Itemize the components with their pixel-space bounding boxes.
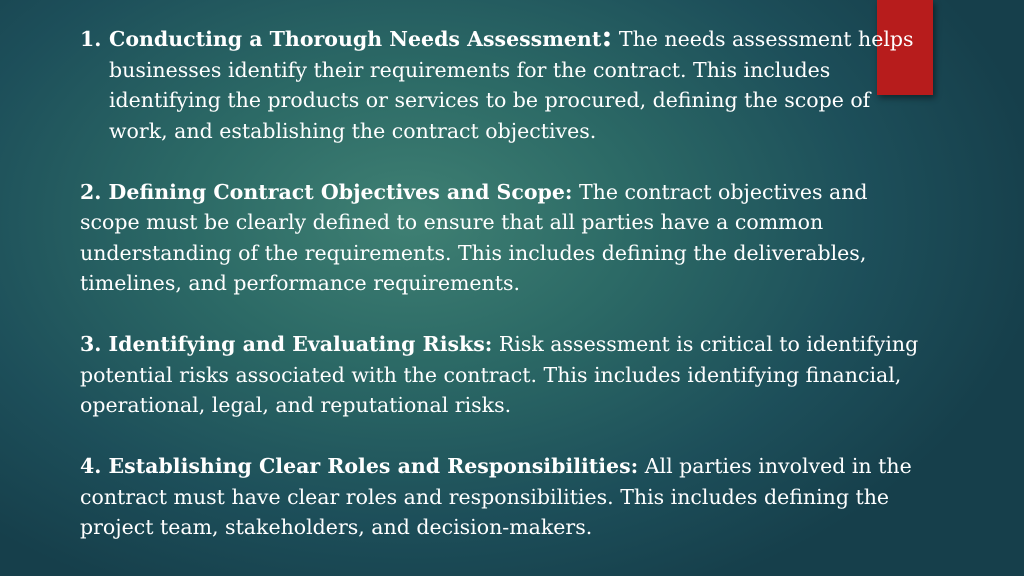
item-roles (80, 451, 920, 543)
item-body: All parties involved in the contract must have clear roles and responsibilities. This includes defining the project team, stakeholders, and decision-makers. (80, 454, 912, 539)
item-heading: Defining Contract Objectives and Scope: (108, 179, 573, 204)
item-number: 4. (80, 454, 102, 478)
item-heading: Establishing Clear Roles and Responsibilities: (108, 454, 639, 478)
item-body: The contract objectives and scope must be clearly defined to ensure that all parties have a common understanding of the requirements. This includes defining the deliverables, timelines, and performance requirements. (80, 179, 868, 295)
item-body: The needs assessment helps businesses identify their requirements for the contract. This includes identifying the products or services to be procured, defining the scope of work, and establishing the contract objectives. (109, 27, 914, 143)
item-body: Risk assessment is critical to identifying potential risks associated with the contract. This includes identifying financial, operational, legal, and reputational risks. (80, 332, 919, 417)
item-risks (80, 329, 920, 421)
heading-colon: : (601, 19, 613, 54)
item-number: 3. (80, 332, 102, 356)
item-number: 1. (80, 27, 102, 51)
item-number: 2. (80, 179, 102, 204)
item-needs-assessment (80, 19, 920, 146)
item-heading: Conducting a Thorough Needs Assessment (109, 27, 602, 51)
slide-content (80, 19, 920, 573)
item-heading: Identifying and Evaluating Risks: (108, 332, 493, 356)
item-objectives-scope (80, 177, 920, 299)
